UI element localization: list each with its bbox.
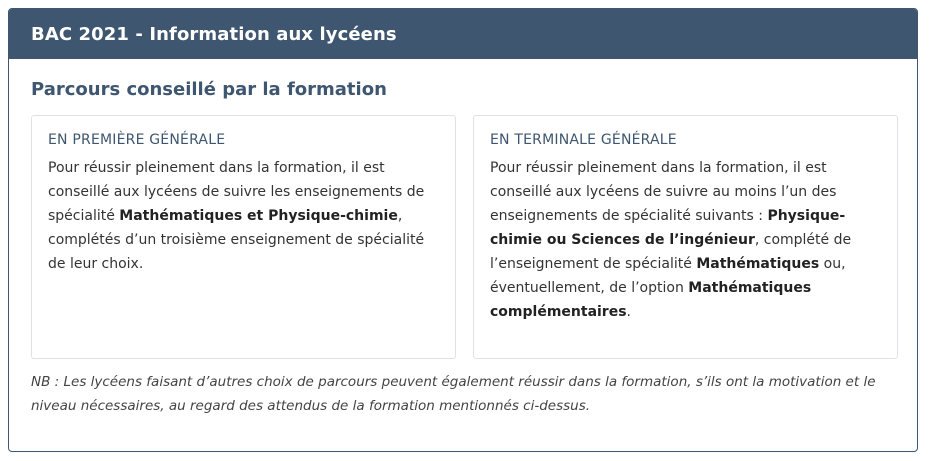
footnote: NB : Les lycéens faisant d’autres choix de parcours peuvent également réussir dans la formation, s’ils ont la motivation et le niveau nécessaires, au regard des attendus de la formation mentionnés ci-dessus. bbox=[31, 374, 876, 414]
card-title-terminale: EN TERMINALE GÉNÉRALE bbox=[490, 132, 677, 148]
card-emphasis: Mathématiques bbox=[696, 256, 820, 272]
section-title: Parcours conseillé par la formation bbox=[31, 79, 387, 100]
card-text: Pour réussir pleinement dans la formation, il est conseillé aux lycéens de suivre au moins l’un des enseignements de spécialité suivants : bbox=[490, 160, 837, 224]
card-text: . bbox=[626, 304, 631, 320]
card-title-premiere: EN PREMIÈRE GÉNÉRALE bbox=[48, 132, 226, 148]
card-premiere-generale bbox=[31, 115, 456, 359]
card-emphasis: Mathématiques et Physique-chimie bbox=[119, 208, 398, 224]
card-body-terminale bbox=[490, 156, 881, 324]
card-text: Pour réussir pleinement dans la formation, il est conseillé aux lycéens de suivre les enseignements de spécialité bbox=[48, 160, 425, 224]
panel-header bbox=[9, 9, 917, 59]
card-text: , complété de l’enseignement de spécialité bbox=[490, 232, 852, 272]
panel-title: BAC 2021 - Information aux lycéens bbox=[31, 23, 397, 45]
info-panel bbox=[8, 8, 918, 452]
card-text: ou, éventuellement, de l’option bbox=[490, 256, 846, 296]
card-terminale-generale bbox=[473, 115, 898, 359]
card-body-premiere bbox=[48, 156, 439, 276]
card-text: , complétés d’un troisième enseignement de spécialité de leur choix. bbox=[48, 208, 425, 272]
card-emphasis: Mathématiques complémentaires bbox=[490, 280, 812, 320]
card-emphasis: Physique-chimie ou Sciences de l’ingénieur bbox=[490, 208, 846, 248]
